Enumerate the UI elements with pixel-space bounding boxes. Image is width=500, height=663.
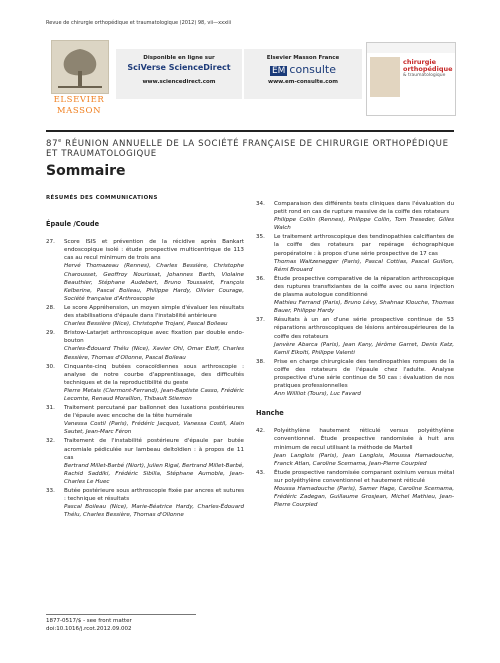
sciencedirect-link[interactable]: www.sciencedirect.com bbox=[142, 79, 216, 85]
entry-body bbox=[274, 358, 454, 398]
toc-entry[interactable] bbox=[256, 469, 454, 509]
elsevier-tree-icon bbox=[51, 40, 109, 94]
entry-number: 36. bbox=[256, 275, 265, 282]
left-item-list bbox=[46, 238, 244, 519]
entry-body bbox=[64, 437, 244, 486]
toc-entry[interactable] bbox=[46, 363, 244, 403]
entry-authors: Philippe Collin (Rennes), Philippe Collin, Tom Treseder, Gilles Walch bbox=[274, 217, 454, 232]
entry-body bbox=[274, 427, 454, 467]
entry-authors: Bertrand Millet-Barbé (Niort), Julien Rigal, Bertrand Millet-Barbé, Rachid Saddiki, Frédéric Sibilla, Stéphane Aumoble, Jean-Charles Le Huec bbox=[64, 462, 244, 485]
front-matter-line: 1877-0517/$ - see front matter bbox=[46, 618, 132, 624]
left-column bbox=[46, 194, 244, 520]
entry-number: 38. bbox=[256, 358, 265, 365]
entry-body bbox=[274, 316, 454, 356]
entry-number: 28. bbox=[46, 304, 55, 311]
elsevier-masson-logo bbox=[46, 40, 112, 126]
entry-title: Prise en charge chirurgicale des tendinopathies rompues de la coiffe des rotateurs de l'épaule chez l'adulte. Analyse prospective d'une série continue de 50 cas : évaluation de nos pratiques professionnelles bbox=[274, 358, 454, 390]
journal-cover-thumbnail bbox=[366, 42, 456, 116]
toc-entry[interactable] bbox=[256, 316, 454, 356]
entry-authors: Charles Bessière (Nice), Christophe Trojani, Pascal Boileau bbox=[64, 321, 228, 328]
sciencedirect-box[interactable] bbox=[116, 49, 242, 99]
footer-rule bbox=[46, 614, 196, 615]
entry-number: 35. bbox=[256, 234, 265, 241]
entry-authors: Jean Langlois (Paris), Jean Langlois, Moussa Hamadouche, Franck Atlan, Caroline Scemama, Jean-Pierre Courpied bbox=[274, 452, 454, 467]
entry-title: Bristow-Latarjet arthroscopique avec fixation par double endo-bouton bbox=[64, 330, 244, 345]
entry-authors: Moussa Hamadouche (Paris), Samer Hage, Caroline Scemama, Frédéric Zadegan, Guillaume Grosjean, Michel Mathieu, Jean-Pierre Courpied bbox=[274, 486, 454, 509]
entry-authors: Vanessa Costil (Paris), Frédéric Jacquot, Vanessa Costil, Alain Sautet, Jean-Marc Féron bbox=[64, 421, 244, 436]
right-item-list-b bbox=[256, 427, 454, 509]
toc-entry[interactable] bbox=[46, 404, 244, 436]
entry-number: 32. bbox=[46, 438, 55, 445]
page-title: Sommaire bbox=[46, 163, 126, 179]
emconsulte-logo: EM consulte bbox=[271, 63, 337, 76]
sciencedirect-name: SciVerse ScienceDirect bbox=[127, 63, 231, 72]
entry-body bbox=[64, 363, 244, 403]
entry-body bbox=[64, 404, 244, 436]
entry-body bbox=[64, 304, 244, 328]
footer bbox=[46, 618, 132, 633]
entry-title: Traitement de l'instabilité postérieure d'épaule par butée acromiale pédiculée sur lambeau deltoïdien : à propos de 11 cas bbox=[64, 438, 244, 461]
cover-top-band bbox=[367, 43, 455, 53]
right-item-list-a bbox=[256, 200, 454, 398]
entry-authors: Pierre Metais (Clermont-Ferrand), Jean-Baptiste Casso, Frédéric Lecomte, Renaud Moralllon, Thibault Stiemon bbox=[64, 387, 244, 402]
entry-number: 42. bbox=[256, 428, 265, 435]
entry-body bbox=[274, 469, 454, 509]
section-header: RÉSUMÉS DES COMMUNICATIONS bbox=[46, 195, 158, 201]
entry-number: 31. bbox=[46, 405, 55, 412]
entry-authors: Thomas Waitzenegger (Paris), Pascal Cottias, Pascal Guillon, Rémi Brouard bbox=[274, 258, 454, 273]
cover-subtitle: & traumatologique bbox=[403, 73, 446, 78]
toc-entry[interactable] bbox=[46, 329, 244, 361]
entry-number: 27. bbox=[46, 239, 55, 246]
doi-line: doi:10.1016/j.rcot.2012.09.002 bbox=[46, 625, 132, 632]
entry-authors: Hervé Thomazeau (Rennes), Charles Bessière, Christophe Charousset, Geoffroy Nourissat, Johannes Barth, Violaine Beauthier, Stéphane Audebert, Bruno Toussaint, François Kelberine, Pascal Boileau, Philippe Hardy, Olivier Courage, Société française d'Arthroscopie bbox=[64, 263, 244, 302]
entry-title: Cinquante-cinq butées coracoïdiennes sous arthroscopie : analyse de notre courbe d'apprentissage, des difficultés techniques et de la reproductibilité du geste bbox=[64, 363, 244, 386]
toc-entry[interactable] bbox=[46, 437, 244, 486]
entry-number: 34. bbox=[256, 201, 265, 207]
entry-title: Étude prospective randomisée comparant oxinium versus métal sur polyéthylène conventionnel et hautement réticulé bbox=[274, 469, 454, 484]
entry-title: Étude prospective comparative de la réparation arthroscopique des ruptures transfixiantes de la coiffe avec ou sans injection de plasma autologue conditionné bbox=[274, 275, 454, 299]
cover-title: chirurgie orthopédique bbox=[403, 58, 453, 73]
toc-entry[interactable] bbox=[256, 275, 454, 315]
elsevier-masson-france-label: Elsevier Masson France bbox=[266, 55, 340, 61]
running-head: Revue de chirurgie orthopédique et traumatologique (2012) 98, vii—xxxiii bbox=[46, 20, 232, 26]
entry-number: 30. bbox=[46, 363, 55, 370]
available-online-label: Disponible en ligne sur bbox=[143, 55, 215, 61]
entry-number: 43. bbox=[256, 469, 265, 476]
entry-title: Butée postérieure sous arthroscopie fixée par ancres et sutures : technique et résultats bbox=[64, 488, 244, 503]
entry-title: Traitement percutané par ballonnet des luxations postérieures de l'épaule avec encoche de la tête humérale bbox=[64, 405, 244, 420]
subsection-hanche: Hanche bbox=[256, 409, 284, 418]
toc-entry[interactable] bbox=[256, 427, 454, 467]
toc-entry[interactable] bbox=[46, 304, 244, 328]
entry-body bbox=[274, 275, 454, 315]
entry-number: 33. bbox=[46, 488, 55, 494]
emconsulte-link[interactable]: www.em-consulte.com bbox=[268, 79, 338, 85]
entry-title: Le score Appréhension, un moyen simple d'évaluer les résultats des stabilisations d'épaule dans l'instabilité antérieure bbox=[64, 304, 244, 320]
entry-number: 37. bbox=[256, 317, 265, 324]
entry-body bbox=[64, 487, 244, 519]
toc-entry[interactable] bbox=[46, 238, 244, 303]
toc-entry[interactable] bbox=[46, 487, 244, 519]
entry-number: 29. bbox=[46, 330, 55, 337]
entry-title: Polyéthylène hautement réticulé versus polyéthylène conventionnel. Étude prospective randomisée à huit ans minimum de recul utilisant la méthode de Martell bbox=[274, 428, 454, 451]
entry-authors: Mathieu Ferrand (Paris), Bruno Lévy, Shahnaz Klouche, Thomas Bauer, Philippe Hardy bbox=[274, 300, 454, 315]
entry-body bbox=[64, 329, 244, 361]
toc-entry[interactable] bbox=[256, 358, 454, 398]
meeting-title: 87e RÉUNION ANNUELLE DE LA SOCIÉTÉ FRANÇAISE DE CHIRURGIE ORTHOPÉDIQUE ET TRAUMATOLOGIQUE bbox=[46, 138, 449, 160]
entry-body bbox=[274, 200, 454, 232]
subsection-epaule-coude: Épaule /Coude bbox=[46, 220, 100, 229]
masson-wordmark: MASSON bbox=[56, 106, 102, 116]
elsevier-wordmark: ELSEVIER bbox=[53, 95, 105, 105]
entry-authors: Janvère Abarca (Paris), Jean Kany, Jérôme Garret, Denis Katz, Kamil Elkolti, Philippe Valenti bbox=[274, 341, 454, 356]
entry-title: Le traitement arthroscopique des tendinopathies calcifiantes de la coiffe des rotateurs par repérage échographique peropératoire : à propos d'une série prospective de 17 cas bbox=[274, 234, 454, 257]
entry-title: Résultats à un an d'une série prospective continue de 53 réparations arthroscopiques de lésions antérosupérieures de la coiffe des rotateurs bbox=[274, 317, 454, 340]
header-rule bbox=[46, 130, 454, 132]
toc-entry[interactable] bbox=[256, 200, 454, 232]
right-column bbox=[256, 200, 454, 510]
entry-title: Comparaison des différents tests cliniques dans l'évaluation du petit rond en cas de rupture massive de la coiffe des rotateurs bbox=[274, 201, 454, 216]
entry-authors: Pascal Boileau (Nice), Marie-Béatrice Hardy, Charles-Édouard Thélu, Charles Bessière, Thomas d'Ollonne bbox=[64, 504, 244, 519]
emconsulte-box[interactable] bbox=[244, 49, 362, 99]
entry-body bbox=[274, 233, 454, 273]
toc-entry[interactable] bbox=[256, 233, 454, 273]
cover-image bbox=[370, 57, 400, 97]
entry-body bbox=[64, 238, 244, 303]
entry-title: Score ISIS et prévention de la récidive après Bankart endoscopique isolé : étude prospective multicentrique de 113 cas au recul minimum de trois ans bbox=[64, 239, 244, 262]
entry-authors: Ann Willliot (Tours), Luc Favard bbox=[274, 391, 361, 398]
entry-authors: Charles-Édouard Thélu (Nice), Xavier Ohl, Omar Eloff, Charles Bessière, Thomas d'Ollonne, Pascal Boileau bbox=[64, 346, 244, 361]
